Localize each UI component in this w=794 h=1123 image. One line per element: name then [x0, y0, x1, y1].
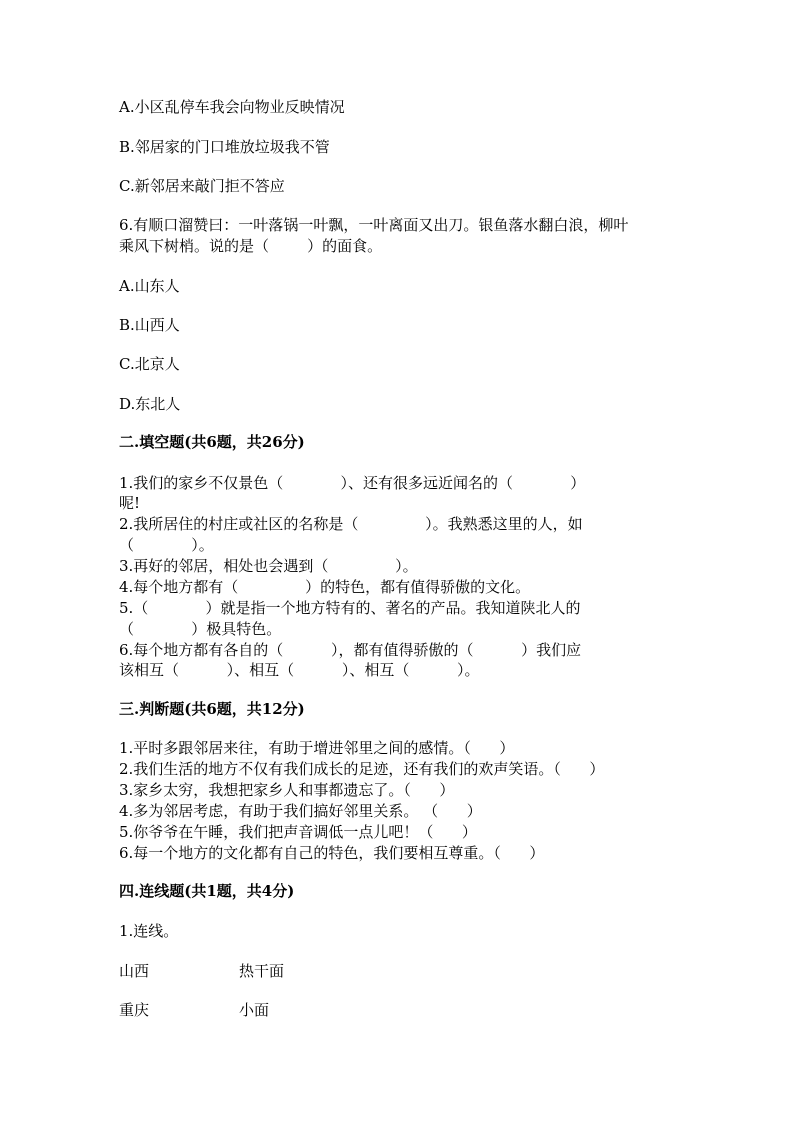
- match-right-2: 小面: [239, 1001, 270, 1019]
- fill-line-2: 呢!: [119, 494, 141, 512]
- option-6a: A.山东人: [119, 277, 180, 295]
- fill-line-5: 3.再好的邻居，相处也会遇到（ ）。: [119, 557, 418, 575]
- option-6b: B.山西人: [119, 316, 180, 334]
- option-5c: C.新邻居来敲门拒不答应: [119, 177, 285, 195]
- judge-line-1: 1.平时多跟邻居来往，有助于增进邻里之间的感情。（ ）: [119, 739, 515, 757]
- fill-line-4: （ ）。: [119, 536, 214, 554]
- judge-line-5: 5.你爷爷在午睡，我们把声音调低一点儿吧！（ ）: [119, 823, 477, 841]
- fill-line-9: 6.每个地方都有各自的（ ），都有值得骄傲的（ ）我们应: [119, 641, 582, 659]
- section-3-title: 三.判断题(共6题，共12分): [119, 700, 305, 718]
- judge-line-6: 6.每一个地方的文化都有自己的特色，我们要相互尊重。（ ）: [119, 844, 545, 862]
- question-6-line-1: 6.有顺口溜赞曰：一叶落锅一叶飘，一叶离面又出刀。银鱼落水翻白浪，柳叶: [119, 216, 629, 234]
- fill-line-10: 该相互（ ）、相互（ ）、相互（ ）。: [119, 661, 480, 679]
- option-5a: A.小区乱停车我会向物业反映情况: [119, 98, 345, 116]
- option-5b: B.邻居家的门口堆放垃圾我不管: [119, 138, 330, 156]
- fill-line-6: 4.每个地方都有（ ）的特色，都有值得骄傲的文化。: [119, 578, 531, 596]
- section-4-title: 四.连线题(共1题，共4分): [119, 882, 295, 900]
- matching-question: 1.连线。: [119, 922, 179, 940]
- fill-line-7: 5.（ ）就是指一个地方特有的、著名的产品。我知道陕北人的: [119, 599, 581, 617]
- section-2-title: 二.填空题(共6题，共26分): [119, 433, 305, 451]
- match-right-1: 热干面: [239, 962, 285, 980]
- option-6c: C.北京人: [119, 355, 180, 373]
- match-left-2: 重庆: [119, 1001, 150, 1019]
- judge-line-2: 2.我们生活的地方不仅有我们成长的足迹，还有我们的欢声笑语。（ ）: [119, 760, 605, 778]
- option-6d: D.东北人: [119, 395, 181, 413]
- fill-line-1: 1.我们的家乡不仅景色（ ）、还有很多远近闻名的（ ）: [119, 474, 586, 492]
- judge-line-3: 3.家乡太穷，我想把家乡人和事都遗忘了。（ ）: [119, 781, 455, 799]
- judge-line-4: 4.多为邻居考虑，有助于我们搞好邻里关系。 （ ）: [119, 802, 482, 820]
- fill-line-8: （ ）极具特色。: [119, 620, 282, 638]
- fill-line-3: 2.我所居住的村庄或社区的名称是（ ）。我熟悉这里的人，如: [119, 515, 583, 533]
- match-left-1: 山西: [119, 962, 150, 980]
- question-6-line-2: 乘风下树梢。说的是（ ）的面食。: [119, 237, 383, 255]
